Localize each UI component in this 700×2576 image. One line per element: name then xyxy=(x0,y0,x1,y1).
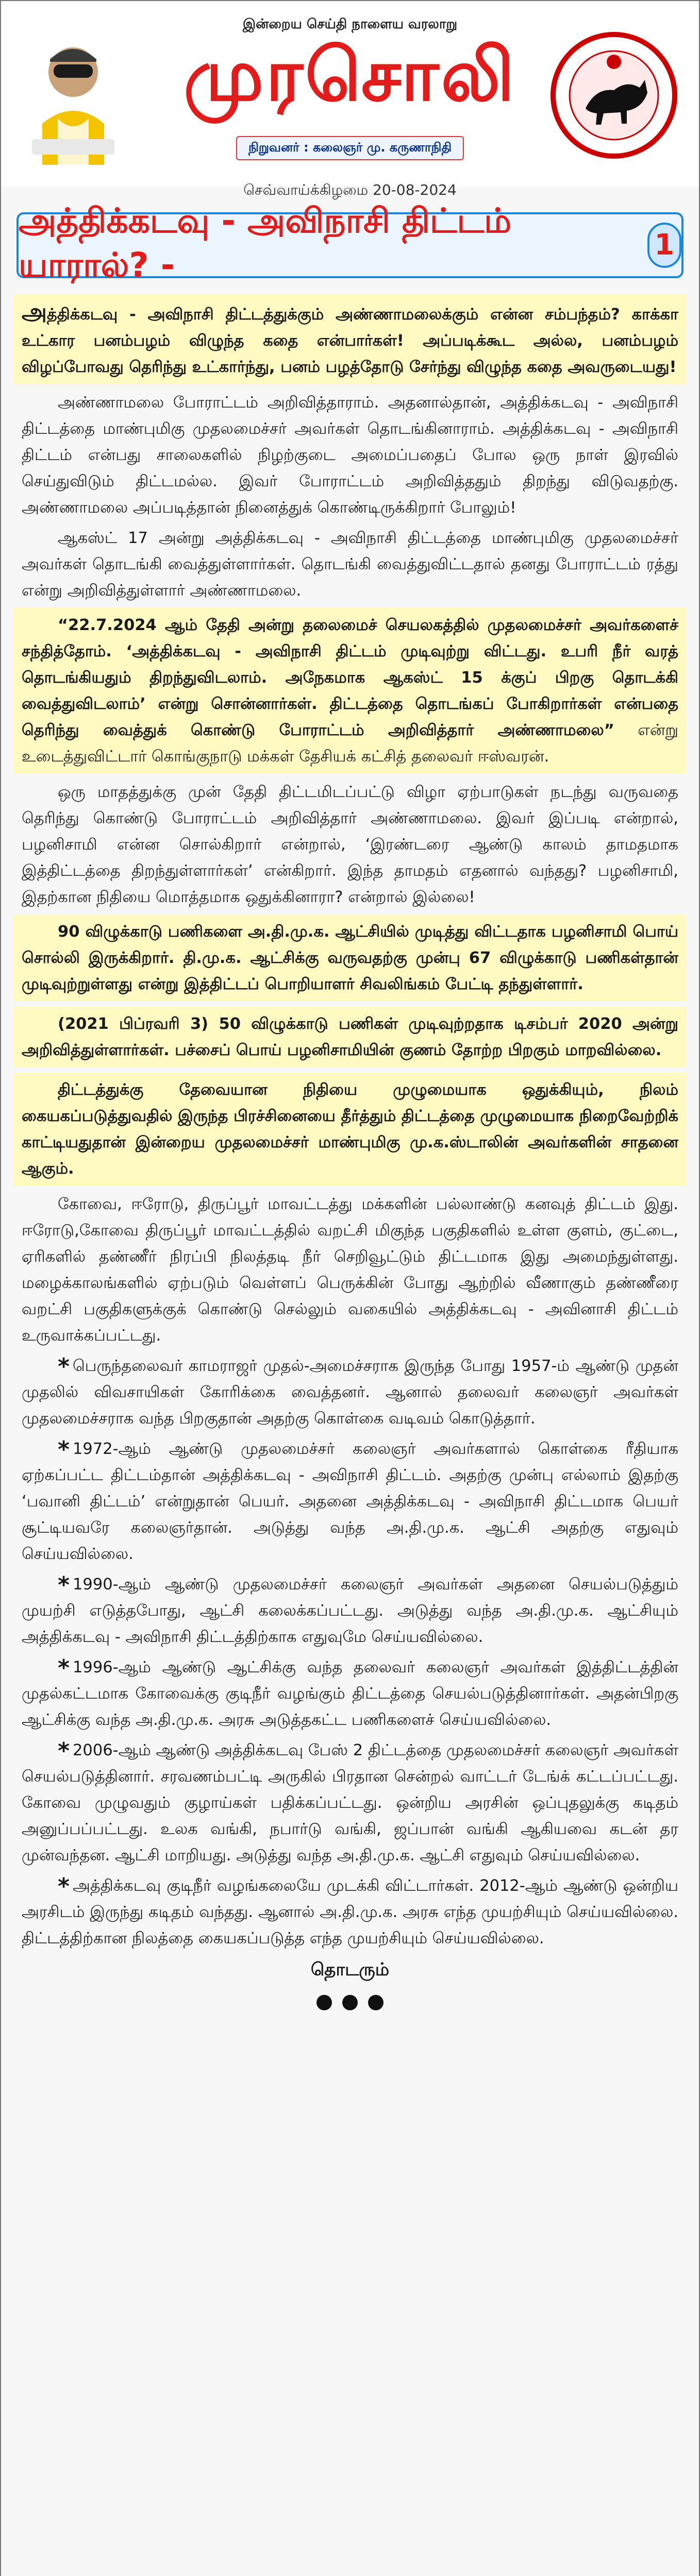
part-number-badge: 1 xyxy=(647,223,681,268)
timeline-item-1990 xyxy=(22,1571,678,1650)
paragraph-1: அண்ணாமலை போராட்டம் அறிவித்தாராம். அதனால்தான், அத்திக்கடவு - அவிநாசி திட்டத்தை மாண்புமிகு முதலமைச்சர் அவர்கள் தொடங்கினாராம். அத்திக்கடவு - அவிநாசி திட்டம் என்பது சாலைகளில் நிழற்குடை அமைப்பதைப் போல ஒரு நாள் இரவில் செய்துவிடும் திட்டமல்ல. இவர் போராட்டம் அறிவித்ததும் திறந்து விடுவதற்கு. அண்ணாமலை அப்படித்தான் நினைத்துக் கொண்டிருக்கிறார் போலும்! xyxy=(22,394,678,517)
paragraph-7: திட்டத்துக்கு தேவையான நிதியை முழுமையாக ஒதுக்கியும், நிலம் கையகப்படுத்துவதில் இருந்த பிரச்சினையை தீர்த்தும் திட்டத்தை முழுமையாக நிறைவேற்றிக் காட்டியதுதான் இன்றைய முதலமைச்சர் மாண்புமிகு மு.க.ஸ்டாலின் அவர்களின் சாதனை ஆகும். xyxy=(13,1073,687,1186)
headline-title: அத்திக்கடவு - அவிநாசி திட்டம் யாரால்? - xyxy=(19,201,512,285)
timeline-text: 2006-ஆம் ஆண்டு அத்திக்கடவு பேஸ் 2 திட்டத்தை முதலமைச்சர் கலைஞர் அவர்கள் செயல்படுத்தினார். சரவணம்பட்டி அருகில் பிரதான சென்றல் வாட்டர் டேங்க் கட்டப்பட்டது. கோவை முழுவதும் குழாய்கள் பதிக்கப்பட்டது. ஒன்றிய அரசின் ஒப்புதலுக்கு கடிதம் அனுப்பப்பட்டது. உலக வங்கி, நபார்டு வங்கி, ஜப்பான் வங்கி ஆகியவை கடன் தர முன்வந்தன. ஆட்சி மாறியது. அடுத்து வந்த அ.தி.மு.க. ஆட்சி எதுவும் செய்யவில்லை. xyxy=(22,1741,678,1865)
timeline-item-2006 xyxy=(22,1737,678,1869)
quote-attribution: என்று உடைத்துவிட்டார் கொங்குநாடு மக்கள் தேசியக் கட்சித் தலைவர் ஈஸ்வரன். xyxy=(22,721,678,766)
paragraph-8: கோவை, ஈரோடு, திருப்பூர் மாவட்டத்து மக்களின் பல்லாண்டு கனவுத் திட்டம் இது. ஈரோடு,கோவை திருப்பூர் மாவட்டத்தில் வறட்சி மிகுந்த பகுதிகளில் உள்ள குளம், குட்டை, ஏரிகளில் தண்ணீர் நிரப்பி நிலத்தடி நீர் செறிவூட்டும் திட்டமாக இது அமைந்துள்ளது. மழைக்காலங்களில் ஏற்படும் வெள்ளப் பெருக்கின் போது ஆற்றில் வீணாகும் தண்ணீரை வறட்சி பகுதிகளுக்குக் கொண்டு செல்லும் வகையில் அத்திக்கடவு - அவினாசி திட்டம் உருவாக்கப்பட்டது. xyxy=(22,1195,678,1345)
issue-date: செவ்வாய்க்கிழமை 20-08-2024 xyxy=(243,181,457,198)
founder-credit: நிறுவனர் : கலைஞர் மு. கருணாநிதி xyxy=(236,136,464,160)
party-emblem-icon xyxy=(549,31,678,160)
timeline-text: 1972-ஆம் ஆண்டு முதலமைச்சர் கலைஞர் அவர்களால் கொள்கை ரீதியாக ஏற்கப்பட்ட திட்டம்தான் அத்திக்கடவு - அவிநாசி திட்டம். அதற்கு முன்பு எல்லாம் இதற்கு ‘பவானி திட்டம்’ என்றுதான் பெயர். அதனை அத்திக்கடவு - அவிநாசி திட்டமாக பெயர் சூட்டியவரே கலைஞர்தான். அடுத்து வந்த அ.தி.மு.க. ஆட்சி அதற்கு எதுவும் செய்யவில்லை. xyxy=(22,1440,678,1563)
timeline-text: 1996-ஆம் ஆண்டு ஆட்சிக்கு வந்த தலைவர் கலைஞர் அவர்கள் இத்திட்டத்தின் முதல்கட்டமாக கோவைக்கு குடிநீர் வழங்கும் திட்டத்தை செயல்படுத்தினார்கள். அதன்பிறகு ஆட்சிக்கு வந்த அ.தி.மு.க. அரசு அடுத்தகட்ட பணிகளைச் செய்யவில்லை. xyxy=(22,1658,678,1729)
timeline-item-1972 xyxy=(22,1436,678,1567)
asterisk-icon: * xyxy=(58,1738,70,1764)
timeline-text: பெருந்தலைவர் காமராஜர் முதல்-அமைச்சராக இருந்த போது 1957-ம் ஆண்டு முதன் முதலில் விவசாயிகள் கோரிக்கை வைத்தனர். ஆனால் தலைவர் கலைஞர் அவர்கள் முதலமைச்சராக வந்த பிறகுதான் அதற்கு கொள்கை வடிவம் கொடுத்தார். xyxy=(22,1357,678,1428)
headline-banner xyxy=(16,201,684,285)
dot-icon xyxy=(368,1995,384,2010)
dot-icon xyxy=(342,1995,358,2010)
timeline-item-1996 xyxy=(22,1654,678,1733)
lead-text: த்திக்கடவு - அவிநாசி திட்டத்துக்கும் அண்ணாமலைக்கும் என்ன சம்பந்தம்? காக்கா உட்கார பனம்பழம் விழுந்த கதை என்பார்கள்! அப்படிக்கூட அல்ல, பனம்பழம் விழப்போவது தெரிந்து உட்கார்ந்து, பனம் பழத்தோடு சேர்ந்து விழுந்த கதை அவருடையது! xyxy=(22,306,678,376)
paragraph-2: ஆகஸ்ட் 17 அன்று அத்திக்கடவு - அவிநாசி திட்டத்தை மாண்புமிகு முதலமைச்சர் அவர்கள் தொடங்கி வைத்துள்ளார்கள். தொடங்கி வைத்துவிட்டதால் தனது போராட்டம் ரத்து என்று அறிவித்துள்ளார் அண்ணாமலை. xyxy=(22,529,678,600)
lead-paragraph xyxy=(13,295,687,384)
masthead xyxy=(1,1,699,187)
timeline-text: அத்திக்கடவு குடிநீர் வழங்கலையே முடக்கி விட்டார்கள். 2012-ஆம் ஆண்டு ஒன்றிய அரசிடம் இருந்து கடிதம் வந்தது. ஆனால் அ.தி.மு.க. அரசு எந்த முயற்சியும் செய்யவில்லை. திட்டத்திற்கான நிலத்தை கையகப்படுத்த எந்த முயற்சியும் செய்யவில்லை. xyxy=(22,1877,678,1947)
article-body xyxy=(22,295,678,2019)
paper-logo: முரசொலி xyxy=(184,33,516,117)
asterisk-icon: * xyxy=(58,1655,70,1681)
paper-tagline: இன்றைய செய்தி நாளைய வரலாறு xyxy=(242,16,458,32)
quote-text: “22.7.2024 ஆம் தேதி அன்று தலைமைச் செயலகத்தில் முதலமைச்சர் அவர்களைச் சந்தித்தோம். ‘அத்திக்கடவு - அவிநாசி திட்டம் முடிவுற்று விட்டது. உபரி நீர் வரத் தொடங்கியதும் திறந்துவிடலாம். அநேகமாக ஆகஸ்ட் 15 க்குப் பிறகு தொடக்கி வைத்துவிடலாம்’ என்று சொன்னார்கள். திட்டத்தை தொடங்கப் போகிறார்கள் என்பதை தெரிந்து வைத்துக் கொண்டு போராட்டம் அறிவித்தார் அண்ணாமலை” xyxy=(22,616,678,739)
asterisk-icon: * xyxy=(58,1436,70,1463)
asterisk-icon: * xyxy=(58,1873,70,1900)
timeline-item-2012 xyxy=(22,1873,678,1952)
paragraph-4: ஒரு மாதத்துக்கு முன் தேதி திட்டமிடப்பட்டு விழா ஏற்பாடுகள் நடந்து வருவதை தெரிந்து கொண்டு போராட்டம் அறிவித்தார் அண்ணாமலை. இவர் இப்படி என்றால், பழனிசாமி என்ன சொல்கிறார் என்றால், ‘இரண்டரை ஆண்டு காலம் தாமதமாக இத்திட்டத்தை திறந்துள்ளார்கள்’ என்கிறார். இந்த தாமதம் எதனால் வந்தது? பழனிசாமி, இதற்கான நிதியை மொத்தமாக ஒதுக்கினாரா? என்றால் இல்லை! xyxy=(22,783,678,906)
timeline-text: 1990-ஆம் ஆண்டு முதலமைச்சர் கலைஞர் அவர்கள் அதனை செயல்படுத்தும் முயற்சி எடுத்தபோது, ஆட்சி கலைக்கப்பட்டது. அடுத்து வந்த அ.தி.மு.க. ஆட்சியும் அத்திக்கடவு - அவிநாசி திட்டத்திற்காக எதுவுமே செய்யவில்லை. xyxy=(22,1575,678,1646)
asterisk-icon: * xyxy=(58,1353,70,1380)
paragraph-6: (2021 பிப்ரவரி 3) 50 விழுக்காடு பணிகள் முடிவுற்றதாக டிசம்பர் 2020 அன்று அறிவித்துள்ளார்கள். பச்சைப் பொய் பழனிசாமியின் குணம் தோற்ற பிறகும் மாறவில்லை. xyxy=(13,1007,687,1067)
paragraph-5: 90 விழுக்காடு பணிகளை அ.தி.மு.க. ஆட்சியில் முடித்து விட்டதாக பழனிசாமி பொய் சொல்லி இருக்கிறார். தி.மு.க. ஆட்சிக்கு வருவதற்கு முன்பு 67 விழுக்காடு பணிகள்தான் முடிவுற்றுள்ளது என்று இத்திட்டப் பொறியாளர் சிவலிங்கம் பேட்டி தந்துள்ளார். xyxy=(13,914,687,1002)
timeline-item-1957 xyxy=(22,1353,678,1432)
paragraph-3 xyxy=(13,608,687,774)
dot-icon xyxy=(316,1995,332,2010)
asterisk-icon: * xyxy=(58,1572,70,1598)
continues-label: தொடரும் xyxy=(310,1959,390,1980)
lead-drop-letter: அ xyxy=(22,299,47,325)
end-dots xyxy=(22,1992,678,2019)
